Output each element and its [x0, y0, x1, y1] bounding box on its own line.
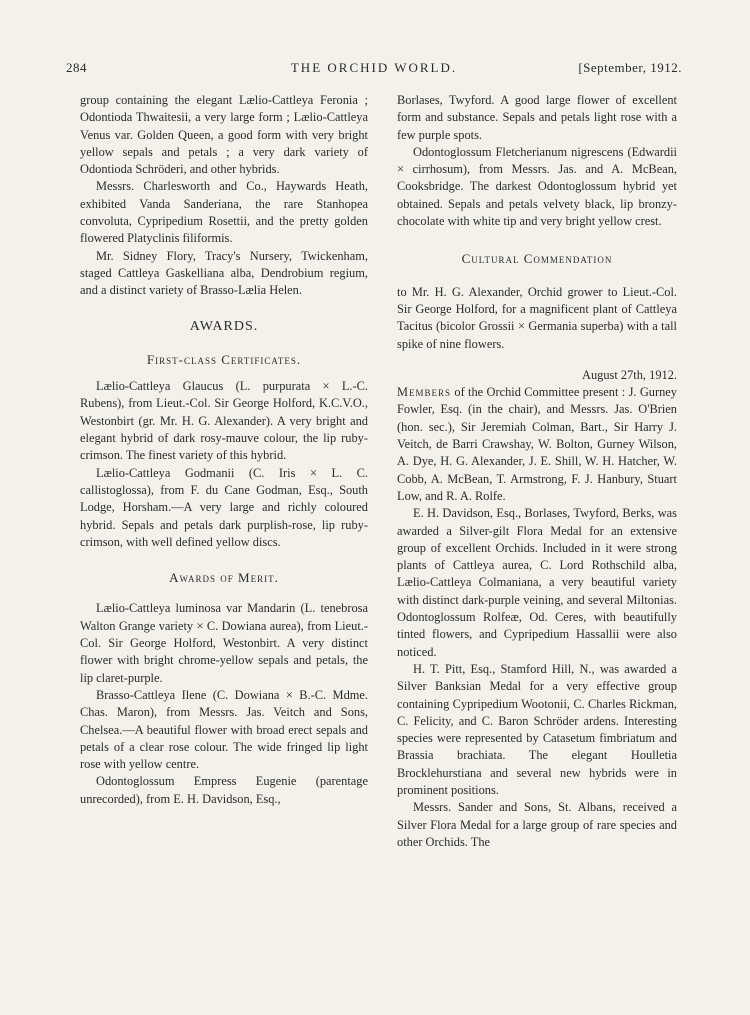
paragraph: Lælio-Cattleya Godmanii (C. Iris × L. C. callistoglossa), from F. du Cane Godman, Esq., South Lodge, Horsham.—A very large and richly coloured hybrid. Sepals and petals dark purplish-rose, lip ruby-crimson, with well defined yellow discs.	[80, 465, 368, 549]
paragraph: Mr. Sidney Flory, Tracy's Nursery, Twickenham, staged Cattleya Gaskelliana alba, Dendrobium regium, and a distinct variety of Brasso-Lælia Helen.	[80, 248, 368, 298]
issue-date: [September, 1912.	[578, 60, 682, 75]
members-label: Members	[397, 385, 452, 400]
journal-title: THE ORCHID WORLD.	[290, 60, 458, 75]
paragraph: Odontoglossum Fletcherianum nigrescens (Edwardii × cirrhosum), from Messrs. Jas. and A. McBean, Cooksbridge. The darkest Odontoglossum hybrid yet obtained. Sepals and petals velvety black, lip bronzy-chocolate with white tip and very bright yellow crest.	[397, 144, 677, 229]
paragraph: Messrs. Sander and Sons, St. Albans, received a Silver Flora Medal for a large group of rare species and other Orchids. The	[397, 800, 677, 849]
paragraph: Odontoglossum Empress Eugenie (parentage unrecorded), from E. H. Davidson, Esq.,	[80, 774, 368, 806]
page-header	[66, 56, 682, 78]
right-column	[397, 92, 677, 851]
paragraph: Lælio-Cattleya Glaucus (L. purpurata × L.-C. Rubens), from Lieut.-Col. Sir George Holford, K.C.V.O., Westonbirt (gr. Mr. H. G. Alexander). A very bright and elegant hybrid of dark rosy-mauve colour, the lip ruby-crimson. The finest variety of this hybrid.	[80, 379, 368, 463]
paragraph: E. H. Davidson, Esq., Borlases, Twyford, Berks, was awarded a Silver-gilt Flora Medal for an extensive group of excellent Orchids. Included in it were strong plants of Cattleya aurea, C. Lord Rothschild alba, Lælio-Cattleya Colmaniana, a very beautiful variety with distinct dark-purple veining, and several Miltonias. Odontoglossum Rolfeæ, Od. Ceres, with beautifully tinted flowers, and Cypripedium Hassallii were also noticed.	[397, 506, 677, 659]
section-heading-cultural-commendation: Cultural Commendation	[461, 251, 613, 267]
paragraph: Messrs. Charlesworth and Co., Haywards Heath, exhibited Vanda Sanderiana, the rare Stanhopea convoluta, Cypripedium Rosettii, and the pretty golden flowered Platyclinis filiformis.	[80, 179, 368, 246]
section-heading-awards-of-merit: Awards of Merit.	[169, 570, 279, 586]
paragraph: H. T. Pitt, Esq., Stamford Hill, N., was awarded a Silver Banksian Medal for a very effective group containing Cypripedium Wootonii, C. Charles Rickman, C. Felicity, and C. Baron Schröder ardens. Interesting species were represented by Catasetum fimbriatum and Brassia brachiata. The elegant Houlletia Brocklehurstiana and several new hybrids were in prominent positions.	[397, 661, 677, 797]
paragraph: to Mr. H. G. Alexander, Orchid grower to Lieut.-Col. Sir George Holford, for a magnificent plant of Cattleya Tacitus (bicolor Grossii × Germania superba) with a tall spike of nine flowers.	[397, 284, 677, 351]
section-heading-first-class-certificates: First-class Certificates.	[146, 351, 302, 367]
members-list: of the Orchid Committee present : J. Gurney Fowler, Esq. (in the chair), and Messrs. Jas. O'Brien (hon. sec.), Sir Jeremiah Colman, Bart., Sir Harry J. Veitch, de Barri Crawshay, W. Bolton, Gurney Wilson, A. Dye, H. G. Alexander, J. E. Shill, W. H. Hatcher, W. Cobb, A. McBean, T. Armstrong, F. J. Hanbury, Stuart Low, and R. A. Rolfe.	[397, 385, 677, 503]
paragraph: Borlases, Twyford. A good large flower of excellent form and substance. Sepals and petals light rose with a few purple spots.	[397, 93, 677, 142]
paragraph: Brasso-Cattleya Ilene (C. Dowiana × B.-C. Mdme. Chas. Maron), from Messrs. Jas. Veitch and Sons, Chelsea.—A beautiful flower with broad erect sepals and petals of a clear rose colour. The wide fringed lip light rose with yellow centre.	[80, 687, 368, 772]
paragraph: group containing the elegant Lælio-Cattleya Feronia ; Odontioda Thwaitesii, a very large form ; Lælio-Cattleya Venus var. Golden Queen, a good form with very bright yellow sepals and petals ; a very dark variety of Odontioda Schröderi, and other hybrids.	[80, 93, 368, 177]
section-heading-awards: AWARDS.	[189, 318, 259, 334]
page-number: 284	[66, 60, 87, 75]
paragraph: Lælio-Cattleya luminosa var Mandarin (L. tenebrosa Walton Grange variety × C. Dowiana aurea), from Lieut.-Col. Sir George Holford, Westonbirt. A very distinct flower with bright chrome-yellow sepals and petals, the lip claret-purple.	[80, 601, 368, 685]
meeting-date: August 27th, 1912.	[582, 367, 677, 382]
left-column	[80, 92, 368, 808]
paragraph	[397, 384, 677, 505]
